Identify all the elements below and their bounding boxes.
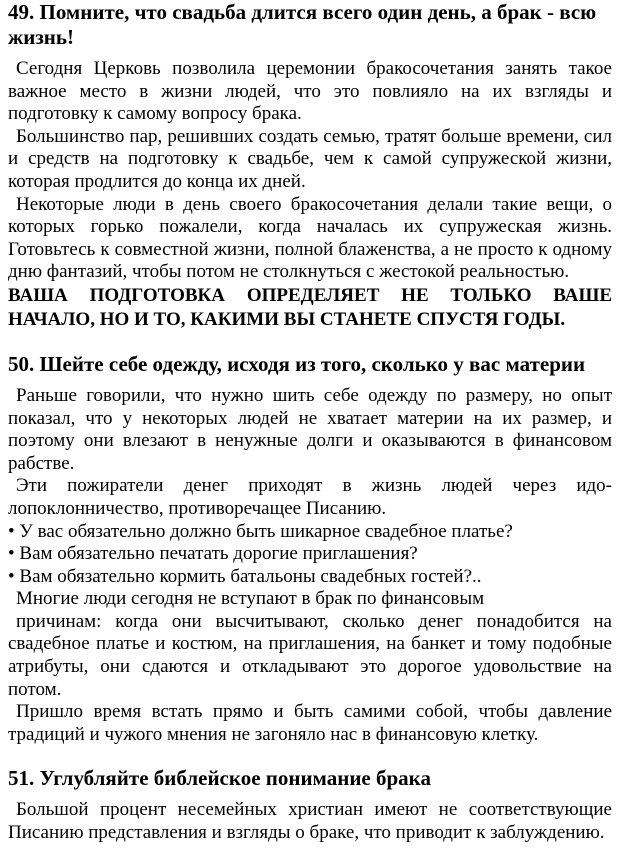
section-50-bullet-1: • У вас обязательно должно быть шикарное свадебное платье? <box>8 520 513 542</box>
section-50-after-bullets-line: Многие люди сегодня не вступают в брак по финансовым <box>16 588 485 610</box>
section-49-paragraph-1: Сегодня Церковь позволила церемонии бракосочетания занять такое важное место в жизни людей, что это повлияло на их взгляды и подготовку к самому вопросу брака. <box>8 58 612 125</box>
section-49-paragraph-2: Большинство пар, решивших создать семью, тратят больше времени, сил и средств на подготовку к свадьбе, чем к самой супружеской жизни, которая продлится до конца их дней. <box>8 125 612 192</box>
section-50-after-bullets-continuation: причинам: когда они высчитывают, сколько денег понадобится на свадебное платье и костюм, на приглашения, на банкет и тому подобные атрибуты, они сдаются и откладывают это дорогое удовольствие на потом. <box>8 610 612 700</box>
section-50-bullet-2: • Вам обязательно печатать дорогие приглашения? <box>8 543 418 565</box>
section-49-paragraph-3: Некоторые люди в день своего бракосочетания делали такие вещи, о которых горько пожалели, когда началась их супружеская жизнь. Готовьтесь к совместной жизни, полной блаженства, а не просто к одному дню фантазий, чтобы потом не столкнуться с жестокой реальностью. <box>8 193 612 283</box>
section-50-paragraph-1: Раньше говорили, что нужно шить себе одежду по размеру, но опыт показал, что у некоторых людей не хватает материи на их размер, и поэтому они влезают в ненужные долги и оказываются в финансовом рабстве. <box>8 384 612 474</box>
section-50-paragraph-2: Эти пожиратели денег приходят в жизнь людей через идо-лопоклонничество, противоречащее Писанию. <box>8 475 612 519</box>
section-50-title: 50. Шейте себе одежду, исходя из того, сколько у вас материи <box>8 351 586 376</box>
section-51-title: 51. Углубляйте библейское понимание брака <box>8 766 431 791</box>
section-49-emphasis: ВАША ПОДГОТОВКА ОПРЕДЕЛЯЕТ НЕ ТОЛЬКО ВАШЕ НАЧАЛО, НО И ТО, КАКИМИ ВЫ СТАНЕТЕ СПУСТЯ ГОДЫ. <box>8 284 612 330</box>
section-49-title: 49. Помните, что свадьба длится всего один день, а брак - всю жизнь! <box>8 0 597 49</box>
section-50-bullet-3: • Вам обязательно кормить батальоны свадебных гостей?.. <box>8 565 482 587</box>
section-51-paragraph-1: Большой процент несемейных христиан имеют не соответствующие Писанию представления и взгляды о браке, что приводит к заблуждению. <box>8 799 612 844</box>
section-50-closing: Пришло время встать прямо и быть самими собой, чтобы давление традиций и чужого мнения не загоняло нас в финансовую клетку. <box>8 701 612 745</box>
